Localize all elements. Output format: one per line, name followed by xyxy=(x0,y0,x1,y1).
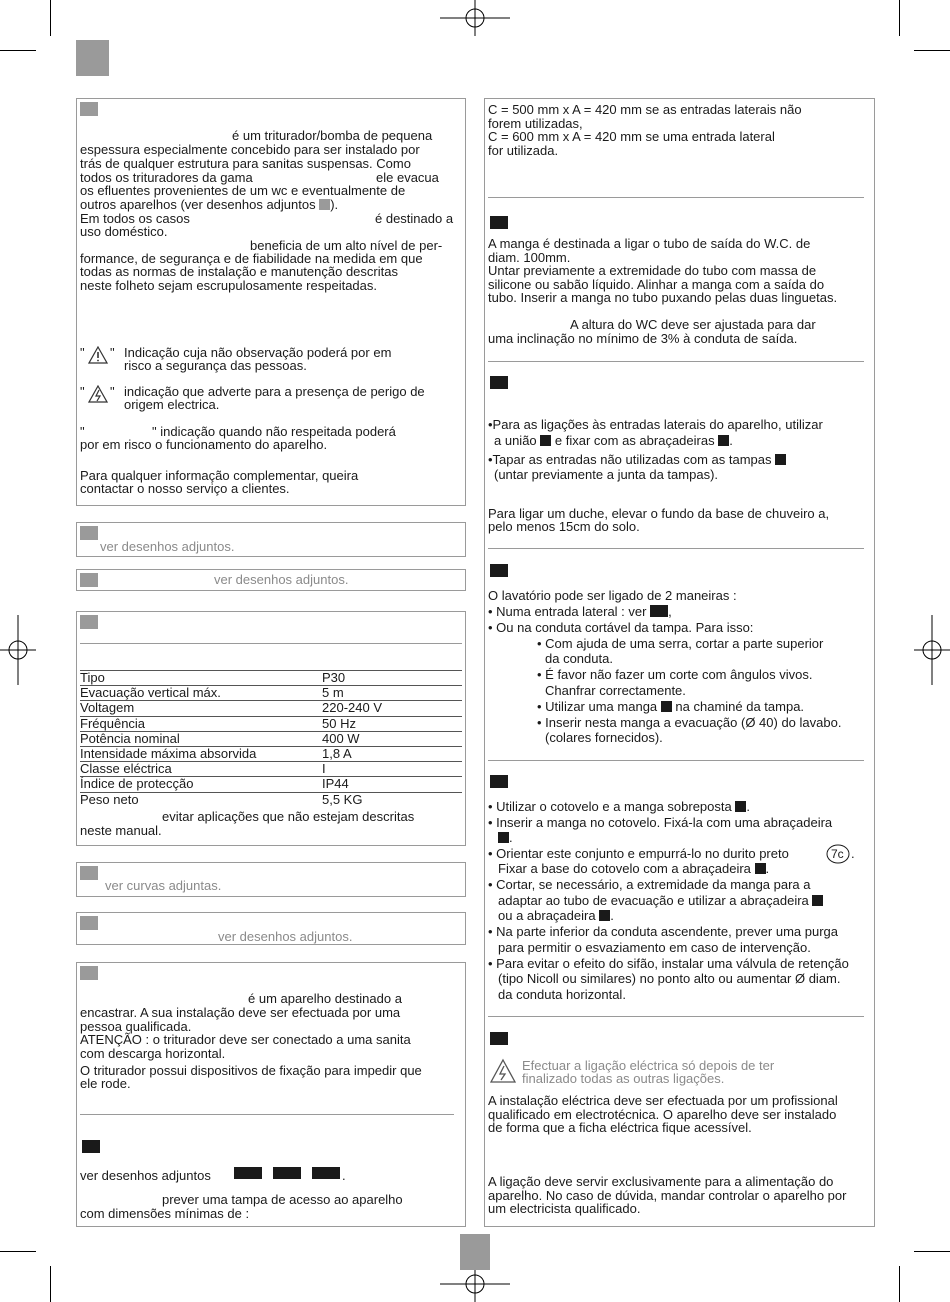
contact-text: contactar o nosso serviço a clientes. xyxy=(80,481,290,496)
crop-mark xyxy=(899,1266,900,1302)
language-tab xyxy=(76,40,109,76)
spec-label: Índice de protecção xyxy=(80,777,322,792)
dimension-text: forem utilizadas, xyxy=(488,116,583,131)
part-reference-marker xyxy=(718,435,729,446)
intro-line: trás de qualquer estrutura para sanitas suspensas. Como xyxy=(80,156,411,171)
quote-mark: " xyxy=(80,384,85,399)
lateral-text: a união xyxy=(494,433,537,448)
wc-text: tubo. Inserir a manga no tubo puxando pelas duas linguetas. xyxy=(488,290,838,305)
subsection-marker xyxy=(490,216,508,229)
quote-mark: " xyxy=(110,384,115,399)
table-row xyxy=(80,686,462,701)
discharge-text: • Cortar, se necessário, a extremidade da manga para a xyxy=(488,877,811,892)
discharge-text: . xyxy=(765,861,770,876)
discharge-text xyxy=(498,862,769,876)
subsection-marker xyxy=(490,775,508,788)
section-reference-text: ver desenhos adjuntos. xyxy=(100,539,235,554)
electric-hazard-icon xyxy=(490,1058,516,1084)
electric-warning-text: origem electrica. xyxy=(124,397,220,412)
installation-text: ele rode. xyxy=(80,1076,131,1091)
discharge-text: • Utilizar o cotovelo e a manga sobreposta xyxy=(488,799,732,814)
electric-text: de forma que a ficha eléctrica fique acessível. xyxy=(488,1120,752,1135)
spec-label: Intensidade máxima absorvida xyxy=(80,746,322,761)
specs-note: neste manual. xyxy=(80,823,162,838)
electric-hazard-icon xyxy=(88,385,108,403)
installation-text: pessoa qualificada. xyxy=(80,1019,192,1034)
registration-mark-icon xyxy=(440,0,510,36)
electric-warning-text: Efectuar a ligação eléctrica só depois de ter xyxy=(522,1058,775,1073)
wc-text: A manga é destinada a ligar o tubo de saída do W.C. de xyxy=(488,236,811,251)
crop-mark xyxy=(0,1251,36,1252)
part-reference-marker xyxy=(650,605,668,617)
wc-text: silicone ou sabão líquido. Alinhar a manga com a saída do xyxy=(488,277,825,292)
installation-text: encastrar. A sua instalação deve ser efectuada por uma xyxy=(80,1005,401,1020)
crop-mark xyxy=(50,1266,51,1302)
divider xyxy=(80,643,462,644)
discharge-text: . xyxy=(509,830,513,845)
intro-text: ). xyxy=(330,197,339,212)
safety-warning-text: risco a segurança das pessoas. xyxy=(124,358,307,373)
sink-step: Chanfrar correctamente. xyxy=(545,683,686,698)
lateral-text: •Tapar as entradas não utilizadas com as tampas xyxy=(488,452,772,467)
table-row xyxy=(80,731,462,746)
electric-text: um electricista qualificado. xyxy=(488,1201,641,1216)
sink-step: • É favor não fazer um corte com ângulos vivos. xyxy=(537,667,813,682)
discharge-text xyxy=(498,894,823,908)
intro-line: ele evacua xyxy=(376,170,439,185)
shower-text: Para ligar um duche, elevar o fundo da base de chuveiro a, xyxy=(488,506,830,521)
dimension-text: C = 600 mm x A = 420 mm se uma entrada lateral xyxy=(488,129,775,144)
part-reference-marker xyxy=(661,701,672,712)
crop-mark xyxy=(914,1251,950,1252)
safety-warning-text: Indicação cuja não observação poderá por em xyxy=(124,345,392,360)
part-reference-marker xyxy=(775,454,786,465)
table-row xyxy=(80,792,462,807)
sink-step: (colares fornecidos). xyxy=(545,730,663,745)
spec-value: 5,5 KG xyxy=(322,792,462,807)
intro-text: outros aparelhos (ver desenhos adjuntos xyxy=(80,197,316,212)
registration-mark-icon xyxy=(914,615,950,685)
intro-line: neste folheto sejam escrupulosamente respeitadas. xyxy=(80,278,378,293)
discharge-text: para permitir o esvaziamento em caso de intervenção. xyxy=(498,940,811,955)
drawings-reference: ver desenhos adjuntos xyxy=(80,1168,211,1183)
subsection-marker xyxy=(490,376,508,389)
crop-mark xyxy=(50,0,51,36)
crop-mark xyxy=(899,0,900,36)
sink-step xyxy=(537,700,804,714)
electric-text: qualificado em electrotécnica. O aparelho deve ser instalado xyxy=(488,1107,837,1122)
sink-step: • Inserir nesta manga a evacuação (Ø 40) do lavabo. xyxy=(537,715,842,730)
intro-line: formance, de segurança e de fiabilidade na medida em que xyxy=(80,251,423,266)
operation-note-text: " indicação quando não respeitada poderá xyxy=(152,424,396,439)
spec-value: 1,8 A xyxy=(322,746,462,761)
contact-text: Para qualquer informação complementar, queira xyxy=(80,468,359,483)
spec-value: 400 W xyxy=(322,731,462,746)
lateral-text: e fixar com as abraçadeiras xyxy=(554,433,715,448)
section-heading-marker xyxy=(80,615,98,629)
drawing-reference-marker xyxy=(319,199,330,210)
spec-value: I xyxy=(322,762,462,777)
installation-text: ATENÇÃO : o triturador deve ser conectado a uma sanita xyxy=(80,1032,411,1047)
discharge-text: . xyxy=(610,908,614,923)
discharge-text: • Na parte inferior da conduta ascendente, prever uma purga xyxy=(488,924,838,939)
spec-value: 5 m xyxy=(322,686,462,701)
section-heading-marker xyxy=(80,916,98,930)
discharge-text: • Inserir a manga no cotovelo. Fixá-la com uma abraçadeira xyxy=(488,815,833,830)
spec-value: 50 Hz xyxy=(322,716,462,731)
intro-line: todos os trituradores da gama xyxy=(80,170,253,185)
discharge-text: da conduta horizontal. xyxy=(498,987,626,1002)
section-heading-marker xyxy=(80,102,98,116)
divider xyxy=(488,197,864,198)
subsection-marker xyxy=(490,1032,508,1045)
spec-value: IP44 xyxy=(322,777,462,792)
section-heading-marker xyxy=(80,573,98,587)
table-row xyxy=(80,716,462,731)
sink-text: • Numa entrada lateral : ver xyxy=(488,604,647,619)
sink-text: O lavatório pode ser ligado de 2 maneiras : xyxy=(488,588,737,603)
intro-line: todas as normas de instalação e manutenção descritas xyxy=(80,264,398,279)
intro-line: é destinado a xyxy=(375,211,454,226)
crop-mark xyxy=(914,50,950,51)
sink-step: • Com ajuda de uma serra, cortar a parte superior xyxy=(537,636,824,651)
wc-text: Untar previamente a extremidade do tubo com massa de xyxy=(488,263,817,278)
table-row xyxy=(80,671,462,686)
subsection-marker xyxy=(490,564,508,577)
part-reference-marker xyxy=(812,895,823,906)
discharge-text: (tipo Nicoll ou similares) no ponto alto ou aumentar Ø diam. xyxy=(498,971,841,986)
intro-line: os efluentes provenientes de um wc e eventualmente de xyxy=(80,183,406,198)
lateral-text xyxy=(494,434,733,448)
drawings-reference-end: . xyxy=(342,1168,346,1183)
table-row xyxy=(80,701,462,716)
sink-text: • Ou na conduta cortável da tampa. Para isso: xyxy=(488,620,754,635)
intro-line: espessura especialmente concebido para ser instalado por xyxy=(80,142,420,157)
crop-mark xyxy=(0,50,36,51)
warning-triangle-icon xyxy=(88,346,108,364)
registration-mark-icon xyxy=(440,1266,510,1302)
wc-slope-text: A altura do WC deve ser ajustada para dar xyxy=(570,317,816,332)
electric-text: A instalação eléctrica deve ser efectuada por um profissional xyxy=(488,1093,838,1108)
electric-text: A ligação deve servir exclusivamente para a alimentação do xyxy=(488,1174,834,1189)
discharge-text: adaptar ao tubo de evacuação e utilizar a abraçadeira xyxy=(498,893,809,908)
table-row xyxy=(80,777,462,792)
discharge-text: • Para evitar o efeito do sifão, instalar uma válvula de retenção xyxy=(488,956,849,971)
subsection-marker xyxy=(82,1140,100,1153)
discharge-text: ou a abraçadeira xyxy=(498,908,596,923)
section-heading-marker xyxy=(80,966,98,980)
section-heading-marker xyxy=(80,866,98,880)
spec-value: P30 xyxy=(322,671,462,686)
table-row xyxy=(80,746,462,761)
intro-line: beneficia de um alto nível de per- xyxy=(250,238,443,253)
part-reference-marker xyxy=(599,910,610,921)
access-text: prever uma tampa de acesso ao aparelho xyxy=(162,1192,403,1207)
spec-label: Tipo xyxy=(80,671,322,686)
shower-text: pelo menos 15cm do solo. xyxy=(488,519,640,534)
wc-slope-text: uma inclinação no mínimo de 3% à conduta de saída. xyxy=(488,331,798,346)
lateral-text xyxy=(488,453,786,467)
discharge-text: . xyxy=(746,799,750,814)
drawing-reference-marker xyxy=(234,1167,262,1179)
lateral-text: •Para as ligações às entradas laterais do aparelho, utilizar xyxy=(488,417,823,432)
spec-label: Evacuação vertical máx. xyxy=(80,686,322,701)
sink-step: da conduta. xyxy=(545,651,613,666)
section-heading-marker xyxy=(80,526,98,540)
reference-circle-label: 7c xyxy=(831,847,844,861)
electric-warning-text: finalizado todas as outras ligações. xyxy=(522,1071,725,1086)
part-reference-marker xyxy=(735,801,746,812)
discharge-text xyxy=(488,800,750,814)
spec-label: Classe eléctrica xyxy=(80,762,322,777)
operation-note-text: por em risco o funcionamento do aparelho. xyxy=(80,437,328,452)
divider xyxy=(488,361,864,362)
installation-text: O triturador possui dispositivos de fixação para impedir que xyxy=(80,1063,422,1078)
intro-line: é um triturador/bomba de pequena xyxy=(232,128,433,143)
sink-step: • Utilizar uma manga xyxy=(537,699,658,714)
spec-value: 220-240 V xyxy=(322,701,462,716)
spec-label: Fréquência xyxy=(80,716,322,731)
dimension-text: C = 500 mm x A = 420 mm se as entradas laterais não xyxy=(488,102,802,117)
electric-warning-text: indicação que adverte para a presença de perigo de xyxy=(124,384,425,399)
drawing-reference-marker xyxy=(273,1167,301,1179)
specs-note: evitar aplicações que não estejam descritas xyxy=(162,809,415,824)
lateral-text: . xyxy=(729,433,733,448)
intro-line: Em todos os casos xyxy=(80,211,190,226)
spec-label: Potência nominal xyxy=(80,731,322,746)
page-number-block xyxy=(460,1234,490,1270)
electric-text: aparelho. No caso de dúvida, mandar controlar o aparelho por xyxy=(488,1188,847,1203)
divider xyxy=(488,1016,864,1017)
discharge-text xyxy=(498,831,513,845)
divider xyxy=(488,548,864,549)
quote-mark: " xyxy=(80,345,85,360)
quote-mark: " xyxy=(80,424,85,439)
sink-step: na chaminé da tampa. xyxy=(675,699,805,714)
divider xyxy=(488,760,864,761)
sink-text: , xyxy=(668,604,672,619)
intro-line: uso doméstico. xyxy=(80,224,168,239)
section-reference-text: ver curvas adjuntas. xyxy=(105,878,222,893)
part-reference-marker xyxy=(755,863,766,874)
part-reference-marker xyxy=(498,832,509,843)
installation-text: é um aparelho destinado a xyxy=(248,991,402,1006)
section-reference-text: ver desenhos adjuntos. xyxy=(218,929,353,944)
section-reference-text: ver desenhos adjuntos. xyxy=(214,572,349,587)
divider xyxy=(80,1114,454,1115)
spec-label: Peso neto xyxy=(80,792,322,807)
intro-line xyxy=(80,198,338,212)
sink-text xyxy=(488,605,672,619)
lateral-text: (untar previamente a junta da tampas). xyxy=(494,467,719,482)
installation-text: com descarga horizontal. xyxy=(80,1046,226,1061)
specs-table xyxy=(80,670,462,807)
access-text: com dimensões mínimas de : xyxy=(80,1206,250,1221)
discharge-text: . xyxy=(851,846,855,861)
spec-label: Voltagem xyxy=(80,701,322,716)
discharge-text xyxy=(498,909,614,923)
drawing-reference-marker xyxy=(312,1167,340,1179)
table-row xyxy=(80,762,462,777)
wc-text: diam. 100mm. xyxy=(488,250,571,265)
discharge-text: • Orientar este conjunto e empurrá-lo no durito preto xyxy=(488,846,789,861)
registration-mark-icon xyxy=(0,615,36,685)
quote-mark: " xyxy=(110,345,115,360)
discharge-text: Fixar a base do cotovelo com a abraçadeira xyxy=(498,861,751,876)
dimension-text: for utilizada. xyxy=(488,143,559,158)
part-reference-marker xyxy=(540,435,551,446)
